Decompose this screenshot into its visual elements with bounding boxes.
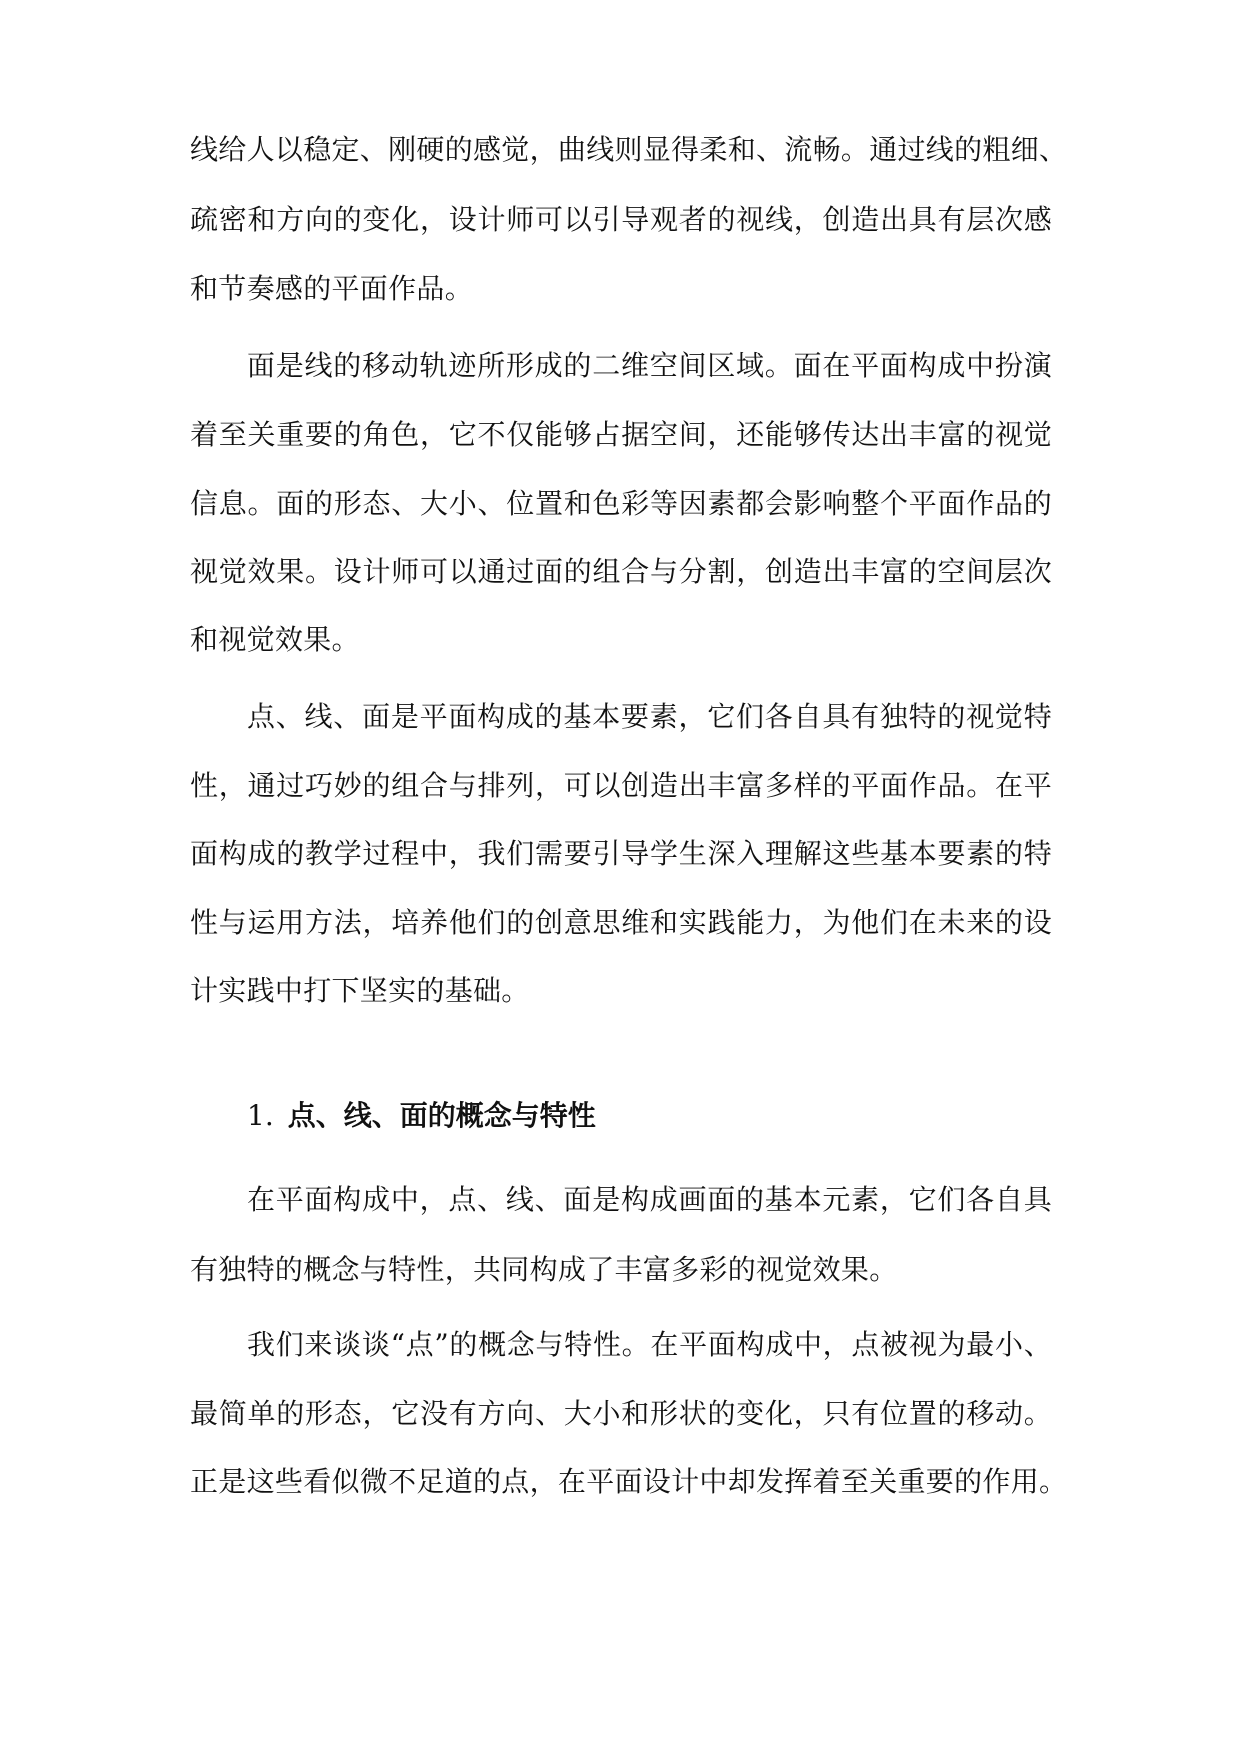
paragraph-2-line-1: 面是线的移动轨迹所形成的二维空间区域。面在平面构成中扮演 xyxy=(247,349,1052,382)
paragraph-1-line-2: 疏密和方向的变化，设计师可以引导观者的视线，创造出具有层次感 xyxy=(190,203,1052,236)
paragraph-3-line-1: 点、线、面是平面构成的基本要素，它们各自具有独特的视觉特 xyxy=(247,700,1052,733)
paragraph-1-line-1: 线给人以稳定、刚硬的感觉，曲线则显得柔和、流畅。通过线的粗细、 xyxy=(190,133,1068,166)
paragraph-3-line-2: 性，通过巧妙的组合与排列，可以创造出丰富多样的平面作品。在平 xyxy=(190,769,1052,802)
paragraph-3-line-5: 计实践中打下坚实的基础。 xyxy=(190,974,530,1007)
paragraph-5-line-2: 最简单的形态，它没有方向、大小和形状的变化，只有位置的移动。 xyxy=(190,1397,1052,1430)
paragraph-2-line-4: 视觉效果。设计师可以通过面的组合与分割，创造出丰富的空间层次 xyxy=(190,555,1052,588)
section-heading-number: 1. xyxy=(247,1099,274,1132)
paragraph-3-line-3: 面构成的教学过程中，我们需要引导学生深入理解这些基本要素的特 xyxy=(190,837,1052,870)
paragraph-5-line-3: 正是这些看似微不足道的点，在平面设计中却发挥着至关重要的作用。 xyxy=(190,1465,1068,1498)
paragraph-1-line-3: 和节奏感的平面作品。 xyxy=(190,272,474,305)
section-heading xyxy=(247,1096,596,1136)
paragraph-4-line-1: 在平面构成中，点、线、面是构成画面的基本元素，它们各自具 xyxy=(247,1183,1052,1216)
paragraph-2-line-5: 和视觉效果。 xyxy=(190,623,360,656)
paragraph-2-line-2: 着至关重要的角色，它不仅能够占据空间，还能够传达出丰富的视觉 xyxy=(190,418,1052,451)
paragraph-3-line-4: 性与运用方法，培养他们的创意思维和实践能力，为他们在未来的设 xyxy=(190,906,1052,939)
paragraph-2-line-3: 信息。面的形态、大小、位置和色彩等因素都会影响整个平面作品的 xyxy=(190,487,1052,520)
section-heading-title: 点、线、面的概念与特性 xyxy=(287,1099,596,1132)
paragraph-5-line-1: 我们来谈谈“点”的概念与特性。在平面构成中，点被视为最小、 xyxy=(247,1328,1052,1361)
paragraph-4-line-2: 有独特的概念与特性，共同构成了丰富多彩的视觉效果。 xyxy=(190,1253,898,1286)
